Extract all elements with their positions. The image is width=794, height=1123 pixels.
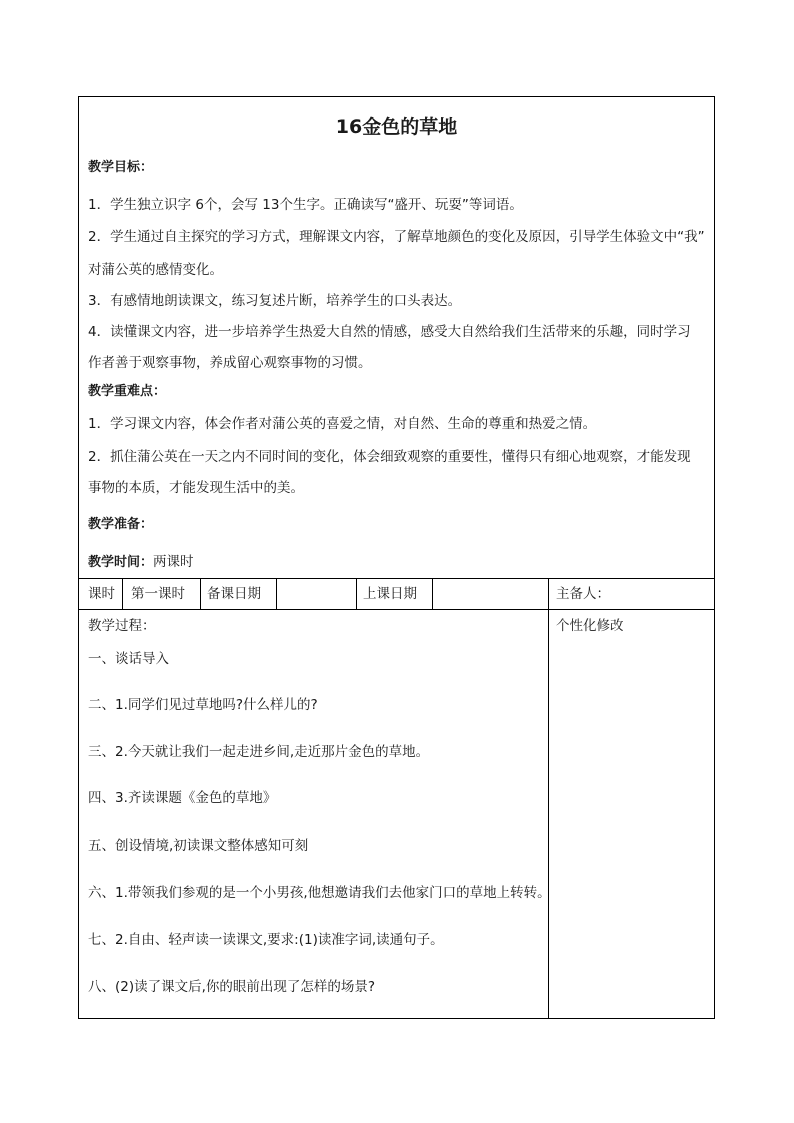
- objective-line: 4．读懂课文内容，进一步培养学生热爱大自然的情感，感受大自然给我们生活带来的乐趣，同时学习: [88, 324, 691, 340]
- objective-line: 作者善于观察事物，养成留心观察事物的习惯。: [88, 355, 372, 371]
- column-divider: [356, 578, 357, 609]
- column-divider: [122, 578, 123, 609]
- key-point-line: 事物的本质，才能发现生活中的美。: [88, 480, 304, 496]
- process-step: 七、2.自由、轻声读一读课文,要求:(1)读准字词,读通句子。: [88, 932, 444, 948]
- column-divider: [432, 578, 433, 609]
- objectives-heading: 教学目标：: [88, 160, 154, 175]
- key-points-heading: 教学重难点：: [88, 384, 167, 399]
- key-point-line: 2．抓住蒲公英在一天之内不同时间的变化，体会细致观察的重要性，懂得只有细心地观察，才能发现: [88, 449, 691, 465]
- preparer-label: 主备人：: [556, 586, 610, 602]
- column-divider: [200, 578, 201, 609]
- process-step: 一、谈话导入: [88, 651, 169, 667]
- row-divider: [79, 578, 714, 579]
- side-heading: 个性化修改: [556, 618, 624, 634]
- process-heading: 教学过程：: [88, 618, 156, 634]
- lesson-label: 课时: [88, 586, 115, 602]
- time-row: [88, 553, 194, 572]
- key-point-line: 1．学习课文内容，体会作者对蒲公英的喜爱之情，对自然、生命的尊重和热爱之情。: [88, 416, 597, 432]
- row-divider: [79, 609, 714, 610]
- process-step: 二、1.同学们见过草地吗?什么样儿的?: [88, 697, 318, 713]
- objective-line: 2．学生通过自主探究的学习方式，理解课文内容，了解草地颜色的变化及原因，引导学生体验文中“我”: [88, 229, 705, 245]
- time-heading: 教学时间：: [88, 555, 154, 570]
- process-step: 八、(2)读了课文后,你的眼前出现了怎样的场景?: [88, 979, 376, 995]
- prep-date-label: 备课日期: [207, 586, 261, 602]
- process-step: 三、2.今天就让我们一起走进乡间,走近那片金色的草地。: [88, 744, 430, 760]
- objective-line: 3．有感情地朗读课文，练习复述片断，培养学生的口头表达。: [88, 293, 462, 309]
- time-value: 两课时: [153, 554, 194, 570]
- column-divider: [276, 578, 277, 609]
- lesson-plan-table: [78, 96, 715, 1019]
- process-step: 四、3.齐读课题《金色的草地》: [88, 790, 277, 806]
- objective-line: 1．学生独立识字 6个，会写 13个生字。正确读写“盛开、玩耍”等词语。: [88, 197, 523, 213]
- class-date-label: 上课日期: [363, 586, 417, 602]
- process-step: 五、创设情境,初读课文整体感知可刻: [88, 838, 309, 854]
- process-step: 六、1.带领我们参观的是一个小男孩,他想邀请我们去他家门口的草地上转转。: [88, 885, 551, 901]
- column-divider: [548, 578, 549, 1019]
- lesson-value: 第一课时: [131, 586, 185, 602]
- page-title: 16金色的草地: [335, 116, 458, 138]
- objective-line: 对蒲公英的感情变化。: [88, 262, 223, 278]
- prep-heading: 教学准备：: [88, 517, 154, 532]
